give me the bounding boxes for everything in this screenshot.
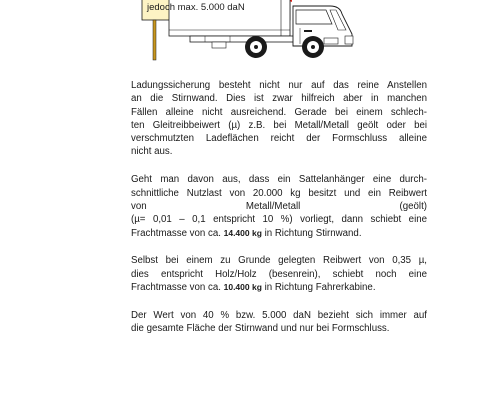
rear-wheel xyxy=(245,36,267,58)
text-run: Der Wert von 40 % bzw. 5.000 daN bezieht sich immer auf xyxy=(131,309,427,321)
text-line xyxy=(131,119,427,132)
paragraph xyxy=(131,254,427,294)
text-run: Geht man davon aus, dass ein Sattelanhänger eine durch- xyxy=(131,174,427,186)
text-run: in Richtung Fahrerkabine. xyxy=(261,282,376,294)
text-line xyxy=(131,132,427,145)
text-run: Frachtmasse von ca. xyxy=(131,227,224,239)
bold-value: 14.400 kg xyxy=(223,227,262,238)
text-line xyxy=(131,92,427,105)
text-line xyxy=(131,200,427,213)
text-line xyxy=(131,309,427,322)
text-line xyxy=(131,227,427,240)
text-line xyxy=(131,106,427,119)
text-line xyxy=(131,79,427,92)
text-run: Fällen alleine nicht ausreichend. Gerade bei einem schlech- xyxy=(131,106,427,118)
text-line xyxy=(131,254,427,267)
text-run: Frachtmasse von ca. xyxy=(131,282,224,294)
text-line xyxy=(131,268,427,281)
callout-label: jedoch max. 5.000 daN xyxy=(147,2,245,13)
text-run: Selbst bei einem zu Grunde gelegten Reibwert von 0,35 µ, xyxy=(131,255,427,267)
bold-value: 10.400 kg xyxy=(223,282,262,293)
text-run: nicht aus. xyxy=(131,146,173,158)
text-run: Ladungssicherung besteht nicht nur auf das reine Anstellen xyxy=(131,80,427,91)
text-run: (µ= 0,01 – 0,1 entspricht 10 %) vorliegt, dann schiebt eine xyxy=(131,214,427,226)
front-wheel xyxy=(302,36,324,58)
sign-post xyxy=(153,20,156,60)
text-line xyxy=(131,187,427,200)
text-run: an die Stirnwand. Dies ist zwar hilfreich aber in manchen xyxy=(131,93,427,105)
paragraph xyxy=(131,309,427,336)
text-line xyxy=(131,322,427,335)
text-line xyxy=(131,173,427,186)
text-run: ten Gleitreibbeiwert (µ) z.B. bei Metall/Metall geölt oder bei xyxy=(131,119,427,131)
text-line xyxy=(131,213,427,226)
text-run: schnittliche Nutzlast von 20.000 kg besitzt und ein Reibwert xyxy=(131,187,427,199)
truck-drawing xyxy=(0,0,495,62)
text-run: verschmutzten Ladeflächen reicht der Formschluss alleine xyxy=(131,133,427,145)
text-run: die gesamte Fläche der Stirnwand und nur bei Formschluss. xyxy=(131,323,390,335)
text-run: dies entspricht Holz/Holz (besenrein), schiebt noch eine xyxy=(131,268,427,280)
body-text xyxy=(131,79,427,350)
paragraph xyxy=(131,79,427,159)
text-line xyxy=(131,281,427,294)
truck-illustration xyxy=(0,0,495,62)
text-line xyxy=(131,145,427,158)
paragraph xyxy=(131,173,427,239)
text-run: in Richtung Stirnwand. xyxy=(261,227,362,239)
text-run: von Metall/Metall (geölt) xyxy=(131,200,427,212)
